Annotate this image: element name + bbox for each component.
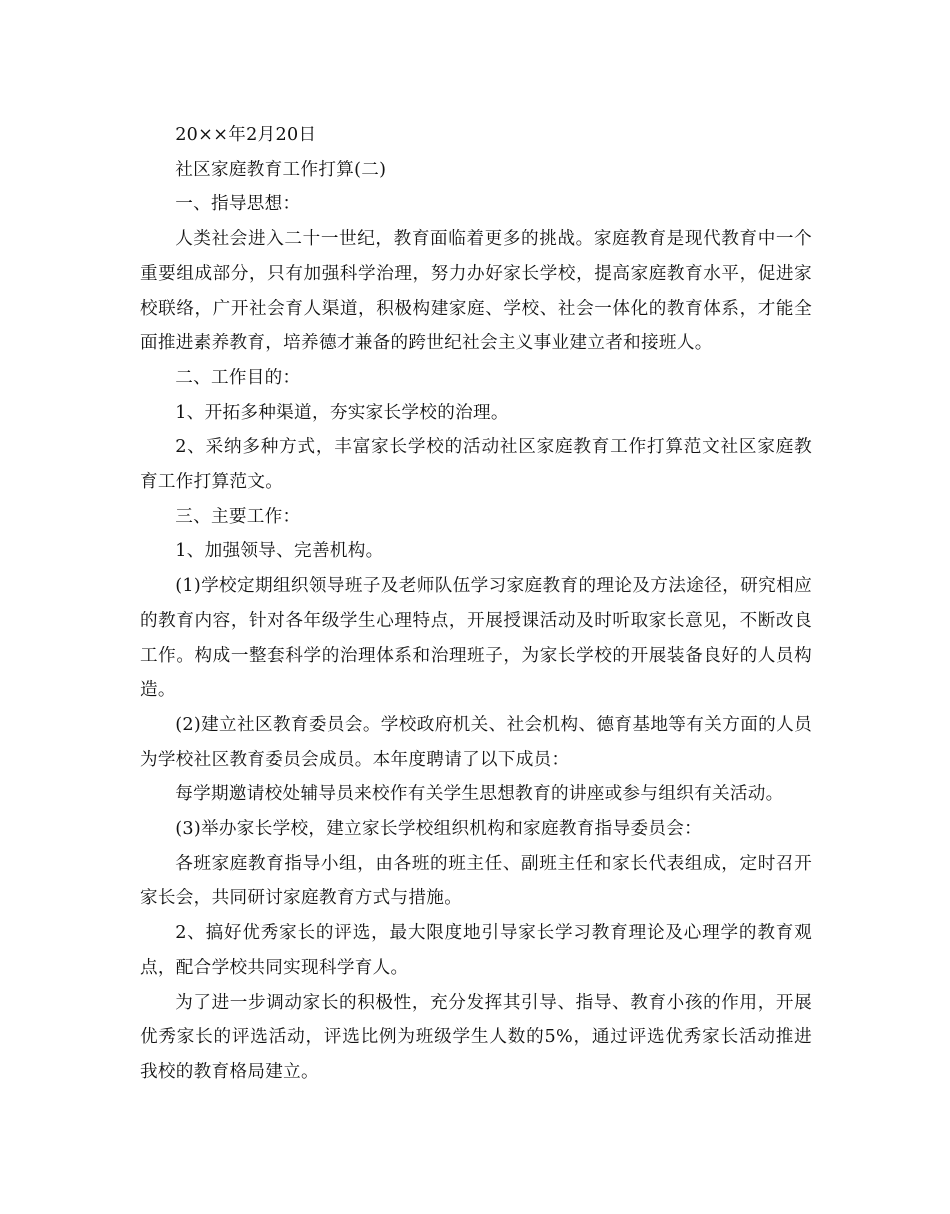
section-heading-work-goals: 二、工作目的： [175,367,301,388]
date-line: 20××年2月20日 [175,125,317,145]
work-subitem-1: (1)学校定期组织领导班子及老师队伍学习家庭教育的理论及方法途径，研究相应的教育内容，针对各年级学生心理特点，开展授课活动及时听取家长意见，不断改良工作。构成一整套科学的治理体系和治理班子，为家长学校的开展装备良好的人员构造。 [140,576,812,701]
paragraph-class-guidance-groups: 各班家庭教育指导小组，由各班的班主任、副班主任和家长代表组成，定时召开家长会，共同研讨家庭教育方式与措施。 [140,853,812,909]
work-item-2: 2、搞好优秀家长的评选，最大限度地引导家长学习教育理论及心理学的教育观点，配合学校共同实现科学育人。 [140,923,812,978]
paragraph-guiding-ideology: 人类社会进入二十一世纪，教育面临着更多的挑战。家庭教育是现代教育中一个重要组成部分，只有加强科学治理，努力办好家长学校，提高家庭教育水平，促进家校联络，广开社会育人渠道，积极构建家庭、学校、社会一体化的教育体系，才能全面推进素养教育，培养德才兼备的跨世纪社会主义事业建立者和接班人。 [140,229,812,354]
paragraph-excellent-parents: 为了进一步调动家长的积极性，充分发挥其引导、指导、教育小孩的作用，开展优秀家长的评选活动，评选比例为班级学生人数的5%，通过评选优秀家长活动推进我校的教育格局建立。 [140,992,812,1082]
work-item-1: 1、加强领导、完善机构。 [175,541,384,562]
goal-item-2: 2、采纳多种方式，丰富家长学校的活动社区家庭教育工作打算范文社区家庭教育工作打算范文。 [140,437,812,493]
section-heading-guiding-ideology: 一、指导思想： [175,194,301,215]
goal-item-1: 1、开拓多种渠道，夯实家长学校的治理。 [175,402,509,423]
paragraph-counselor-lectures: 每学期邀请校处辅导员来校作有关学生思想教育的讲座或参与组织有关活动。 [175,784,784,805]
document-body [140,118,812,1090]
section-heading-main-work: 三、主要工作： [175,506,301,527]
work-subitem-3: (3)举办家长学校，建立家长学校组织机构和家庭教育指导委员会： [175,819,703,840]
work-subitem-2: (2)建立社区教育委员会。学校政府机关、社会机构、德育基地等有关方面的人员为学校社区教育委员会成员。本年度聘请了以下成员： [140,714,812,770]
document-title: 社区家庭教育工作打算(二) [175,159,387,180]
